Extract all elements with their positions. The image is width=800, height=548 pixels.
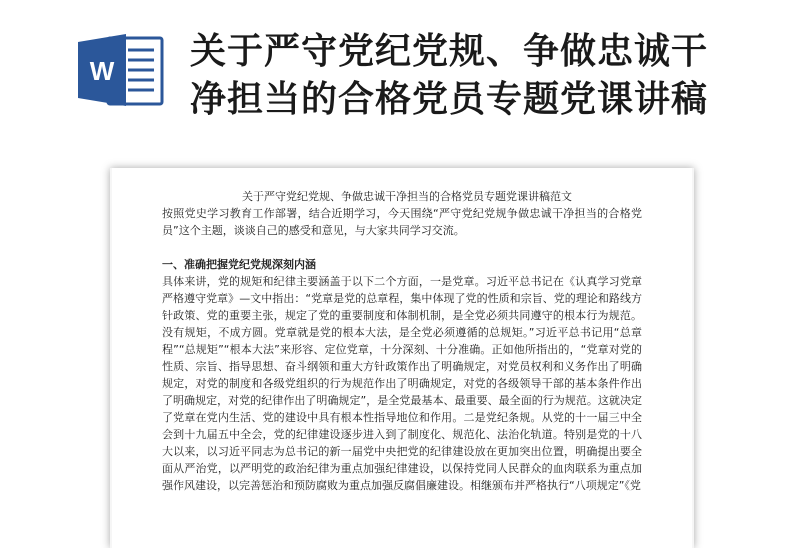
intro-paragraph: 按照党史学习教育工作部署，结合近期学习，今天围绕“严守党纪党规争做忠诚干净担当的合格党员”这个主题，谈谈自己的感受和意见，与大家共同学习交流。 — [162, 207, 642, 237]
document-body — [162, 188, 642, 494]
header — [0, 0, 800, 160]
document-page — [112, 168, 692, 548]
section-heading: 一、准确把握党纪党规深刻内涵 — [162, 258, 316, 271]
title-line-1: 关于严守党纪党规、争做忠诚干 — [190, 31, 709, 72]
document-title: 关于严守党纪党规、争做忠诚干净担当的合格党员专题党课讲稿范文 — [242, 190, 572, 203]
section-paragraph: 具体来讲，党的规矩和纪律主要涵盖于以下二个方面，一是党章。习近平总书记在《认真学习党章严格遵守党章》—文中指出：“党章是党的总章程，集中体现了党的性质和宗旨、党的理论和路线方针政策、党的重要主张，规定了党的重要制度和体制机制，是全党必须共同遵守的根本行为规范。没有规矩，不成方圆。党章就是党的根本大法，是全党必须遵循的总规矩。”习近平总书记用“总章程”“总规矩”“根本大法”来形容、定位党章，十分深刻、十分准确。正如他所指出的，“党章对党的性质、宗旨、指导思想、奋斗纲领和重大方针政策作出了明确规定，对党员权利和义务作出了明确规定，对党的制度和各级党组织的行为规范作出了明确规定，对党的各级领导干部的基本条件作出了明确规定，对党的纪律作出了明确规定”，是全党最基本、最重要、最全面的行为规范。这就决定了党章在党内生活、党的建设中具有根本性指导地位和作用。二是党纪条规。从党的十一届三中全会到十九届五中全会，党的纪律建设逐步进入到了制度化、规范化、法治化轨道。特别是党的十八大以来，以习近平同志为总书记的新一届党中央把党的纪律建设放在更加突出位置，明确提出要全面从严治党，以严明党的政治纪律为重点加强纪律建设，以保持党同人民群众的血肉联系为重点加强作风建设，以完善惩治和预防腐败为重点加强反腐倡廉建设。相继颁布并严格执行“八项规定”《党 — [162, 275, 642, 492]
word-icon-letter: W — [89, 56, 115, 86]
page-title — [190, 28, 790, 124]
title-line-2: 净担当的合格党员专题党课讲稿 — [190, 79, 709, 120]
blank-line — [162, 239, 642, 256]
word-document-icon — [76, 30, 166, 110]
